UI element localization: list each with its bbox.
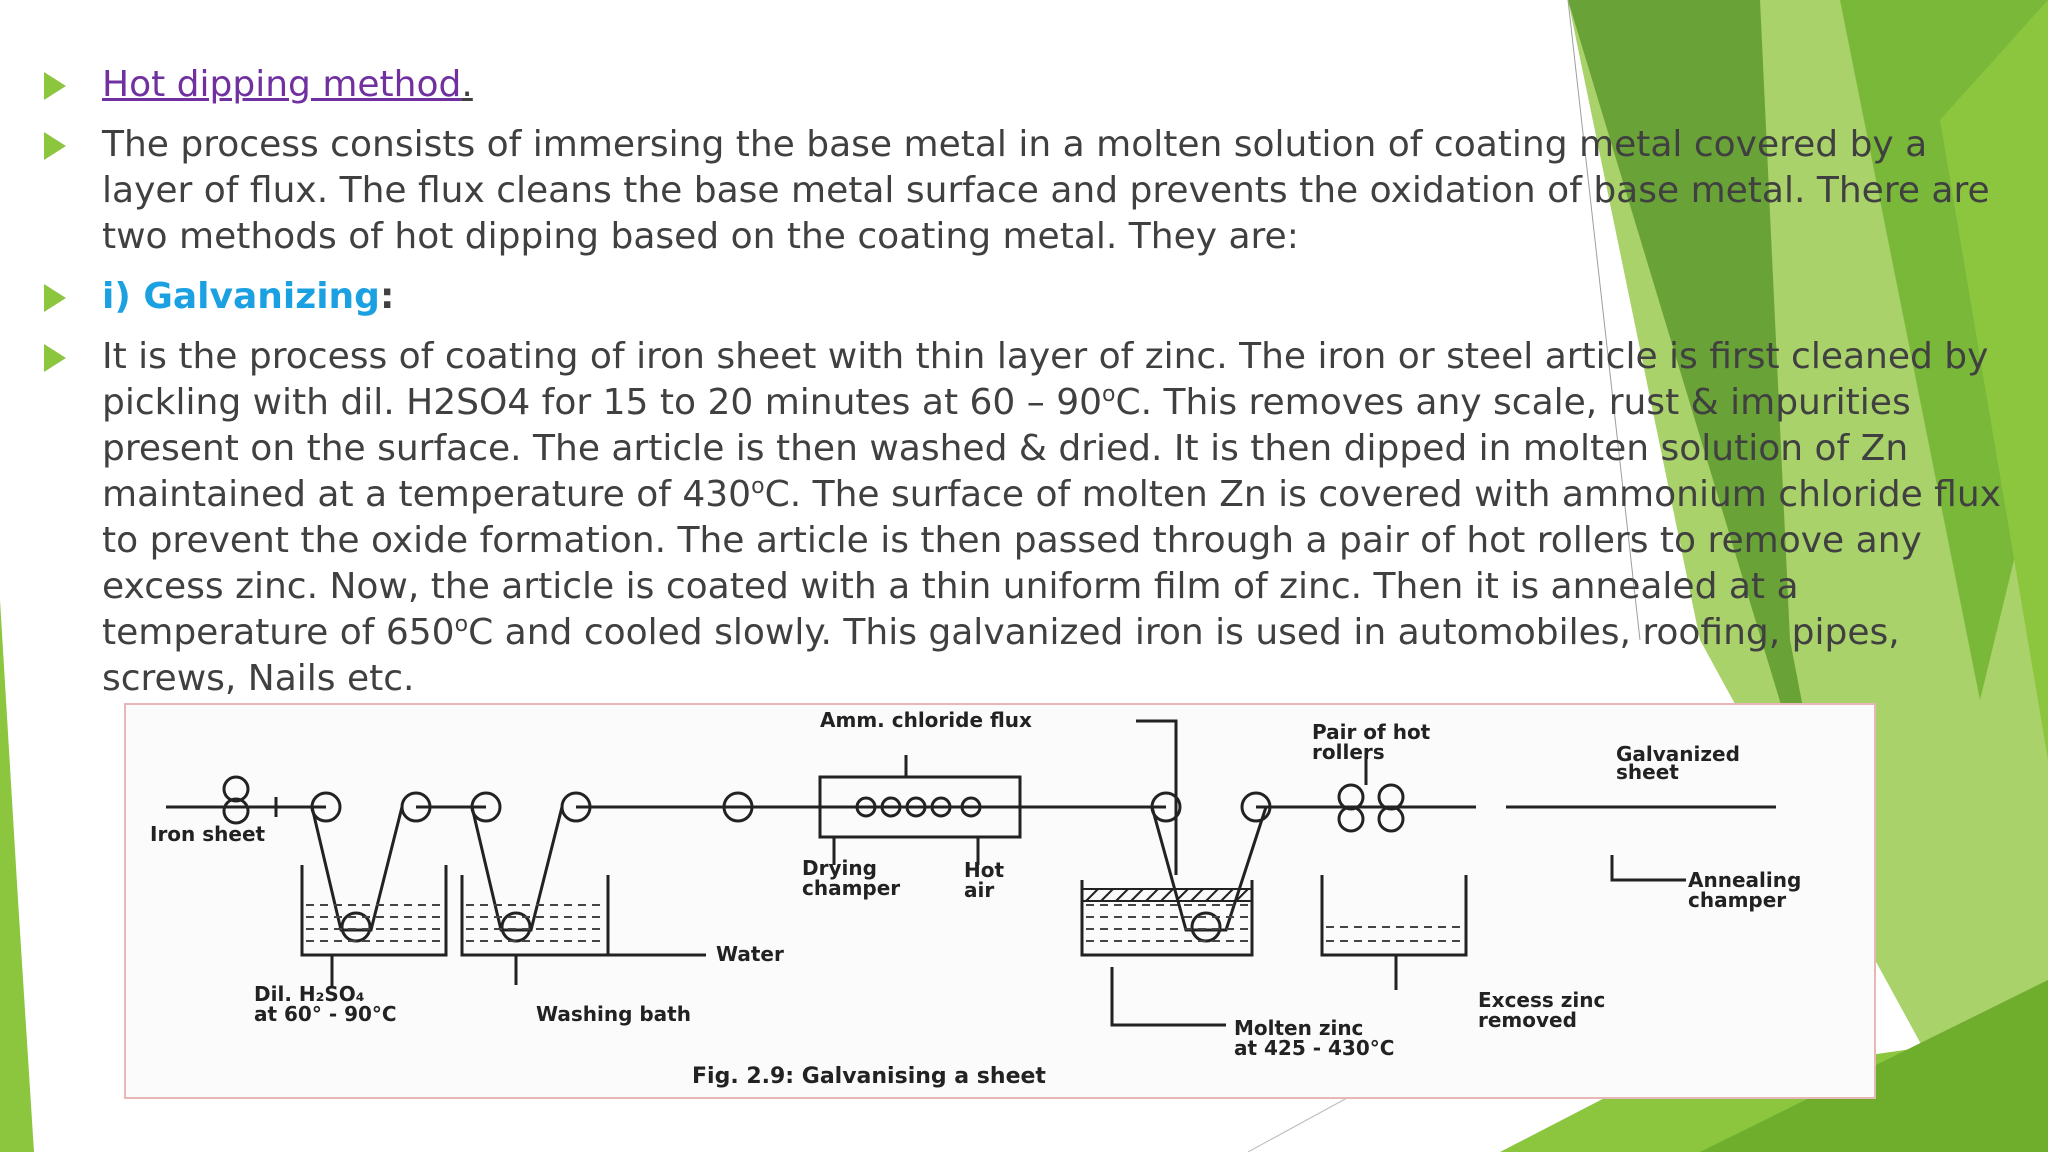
label-water: Water [716,942,784,966]
label-pair-hot: Pair of hot [1312,720,1431,744]
bullet-item [44,334,2004,702]
label-rollers: rollers [1312,740,1385,764]
label-amm-flux: Amm. chloride flux [820,708,1032,732]
galvanizing-heading: i) Galvanizing [102,276,380,317]
label-air: air [964,878,995,902]
slide-content [44,62,2004,716]
label-molten-temp: at 425 - 430°C [1234,1036,1395,1060]
label-iron-sheet: Iron sheet [150,822,266,846]
bullet-title [102,62,2004,108]
diagram-svg [126,705,1874,1097]
bullet-arrow-icon [44,284,66,312]
title-period: . [461,64,473,105]
bullet-paragraph-2 [102,334,2004,702]
bullet-item [44,62,2004,108]
bullet-paragraph-1: The process consists of immersing the base metal in a molten solution of coating metal covered by a layer of flux. The flux cleans the base metal surface and prevents the oxidation of base metal. There are two methods of hot dipping based on the coating metal. They are: [102,124,1990,257]
bullet-arrow-icon [44,132,66,160]
para2-part-b: C. This removes any scale, rust & impurities present on the surface. The article is then washed & dried. It is then dipped in molten solution of Zn maintained at a temperature of 430 [102,382,1911,515]
para2-part-a: It is the process of coating of iron sheet with thin layer of zinc. The iron or steel article is first cleaned by pickling with dil. H2SO4 for 15 to 20 minutes at 60 – 90 [102,336,1989,423]
subheading-colon: : [379,276,395,317]
label-annealing: Annealing [1688,868,1802,892]
figure-caption: Fig. 2.9: Galvanising a sheet [692,1064,1046,1089]
bullet-arrow-icon [44,72,66,100]
degree-mark: o [751,474,765,499]
galvanizing-diagram [124,703,1876,1099]
label-hot: Hot [964,858,1005,882]
label-drying: Drying [802,856,877,880]
label-annealing-champer: champer [1688,888,1787,912]
label-washing-bath: Washing bath [536,1002,691,1026]
para2-part-c: C. The surface of molten Zn is covered with ammonium chloride flux to prevent the oxide formation. The article is then passed through a pair of hot rollers to remove any excess zinc. Now, the article is coated with a thin uniform film of zinc. Then it is annealed at a temperature of 650 [102,474,2001,653]
label-sheet: sheet [1616,760,1679,784]
label-excess-zinc: Excess zinc [1478,988,1606,1012]
para2-part-d: C and cooled slowly. This galvanized iron is used in automobiles, roofing, pipes, screws, Nails etc. [102,612,1900,699]
label-molten-zinc: Molten zinc [1234,1016,1364,1040]
label-drying-champer: champer [802,876,901,900]
bullet-subheading [102,274,2004,320]
bullet-arrow-icon [44,344,66,372]
degree-mark: o [1102,382,1116,407]
label-dil-temp: at 60° - 90°C [254,1002,397,1026]
label-galvanized: Galvanized [1616,742,1740,766]
label-dil-h2so4: Dil. H₂SO₄ [254,982,365,1006]
bullet-item [44,274,2004,320]
hot-dipping-link[interactable]: Hot dipping method [102,64,462,105]
bullet-item [44,122,2004,260]
label-removed: removed [1478,1008,1577,1032]
degree-mark: o [454,612,469,637]
